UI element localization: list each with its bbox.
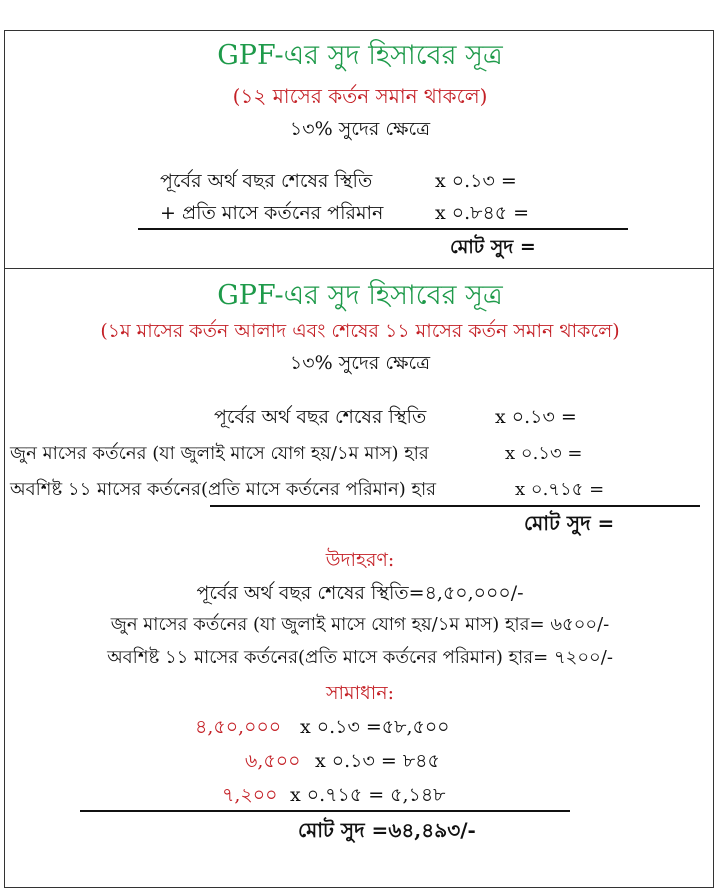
section1-rate-note: ১৩% সুদের ক্ষেত্রে: [289, 118, 431, 140]
solution-total: মোট সুদ =৬৪,৪৯৩/-: [298, 818, 476, 842]
solution-row1-op: x ০.১৩ =৫৮,৫০০: [300, 716, 450, 738]
section2-line2-op: x ০.১৩ =: [505, 443, 583, 464]
section1-line2-label: + প্রতি মাসে কর্তনের পরিমান: [160, 202, 384, 224]
section2-title: GPF-এর সুদ হিসাবের সূত্র: [217, 280, 503, 311]
solution-row2-op: x ০.১৩ = ৮৪৫: [315, 750, 440, 772]
section1-line1-label: পূর্বের অর্থ বছর শেষের স্থিতি: [160, 170, 373, 192]
solution-row1-amount: ৪,৫০,০০০: [195, 716, 282, 738]
solution-row3-amount: ৭,২০০: [222, 784, 278, 806]
section2-line1-op: x ০.১৩ =: [495, 406, 577, 428]
section2-sum-rule: [210, 505, 700, 507]
section1-line1-op: x ০.১৩ =: [435, 170, 517, 192]
section2-line3-op: x ০.৭১৫ =: [515, 479, 605, 500]
example-line3: অবশিষ্ট ১১ মাসের কর্তনের(প্রতি মাসে কর্তনের পরিমান) হার= ৭২০০/-: [107, 647, 613, 668]
section1-sum-rule: [138, 228, 628, 230]
section2-line3-label: অবশিষ্ট ১১ মাসের কর্তনের(প্রতি মাসে কর্তনের পরিমান) হার: [10, 479, 437, 500]
section-divider: [4, 268, 714, 269]
solution-row2-amount: ৬,৫০০: [245, 750, 301, 772]
section2-rate-note: ১৩% সুদের ক্ষেত্রে: [289, 352, 431, 374]
example-heading: উদাহরণ:: [325, 549, 395, 571]
example-line2: জুন মাসের কর্তনের (যা জুলাই মাসে যোগ হয়/১ম মাস) হার= ৬৫০০/-: [110, 614, 610, 635]
section2-line1-label: পূর্বের অর্থ বছর শেষের স্থিতি: [214, 406, 427, 428]
section1-line2-op: x ০.৮৪৫ =: [435, 202, 530, 224]
section2-line2-label: জুন মাসের কর্তনের (যা জুলাই মাসে যোগ হয়/১ম মাস) হার: [10, 443, 429, 464]
section1-subtitle: (১২ মাসের কর্তন সমান থাকলে): [232, 84, 488, 108]
section2-subtitle: (১ম মাসের কর্তন আলাদ এবং শেষের ১১ মাসের কর্তন সমান থাকলে): [100, 320, 620, 342]
example-line1: পূর্বের অর্থ বছর শেষের স্থিতি=৪,৫০,০০০/-: [196, 582, 524, 604]
solution-heading: সামাধান:: [325, 682, 395, 704]
section1-title: GPF-এর সুদ হিসাবের সূত্র: [217, 40, 503, 71]
section2-total: মোট সুদ =: [524, 511, 615, 535]
solution-row3-op: x ০.৭১৫ = ৫,১৪৮: [290, 784, 446, 806]
solution-sum-rule: [80, 810, 570, 812]
section1-total: মোট সুদ =: [450, 236, 536, 258]
